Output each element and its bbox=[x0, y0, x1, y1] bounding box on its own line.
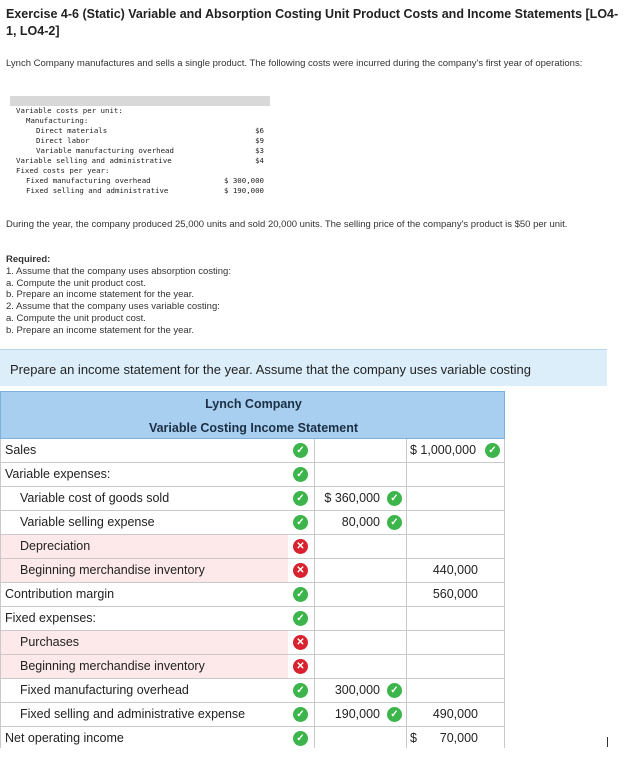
amount-input-col2[interactable] bbox=[406, 559, 505, 582]
row-label-dropdown[interactable]: Fixed selling and administrative expense bbox=[0, 703, 288, 726]
check-circle-icon: ✓ bbox=[293, 707, 308, 722]
row-mark bbox=[288, 535, 314, 558]
amount-input-col1[interactable] bbox=[314, 439, 406, 462]
question-prompt-bar bbox=[0, 349, 607, 386]
intro-text: Lynch Company manufactures and sells a single product. The following costs were incurred during the company's first year of operations: bbox=[6, 58, 583, 69]
row-mark bbox=[288, 439, 314, 462]
amount-input-col1[interactable] bbox=[314, 631, 406, 654]
amount-input-col2[interactable] bbox=[406, 511, 505, 534]
amount-input-col2[interactable] bbox=[406, 439, 505, 462]
row-label-dropdown[interactable]: Variable expenses: bbox=[0, 463, 288, 486]
table-row bbox=[0, 439, 505, 463]
row-mark bbox=[288, 631, 314, 654]
amount-input-col1[interactable] bbox=[314, 511, 406, 534]
amount-input-col1[interactable] bbox=[314, 607, 406, 630]
net-income-currency: $ bbox=[410, 731, 417, 745]
check-circle-icon: ✓ bbox=[387, 683, 402, 698]
check-circle-icon: ✓ bbox=[387, 707, 402, 722]
row-label-dropdown[interactable]: Variable selling expense bbox=[0, 511, 288, 534]
amount-input-col1[interactable] bbox=[314, 679, 406, 702]
amount-input-col2[interactable] bbox=[406, 583, 505, 606]
row-label-dropdown[interactable]: Depreciation bbox=[0, 535, 288, 558]
required-line: a. Compute the unit product cost. bbox=[6, 312, 146, 324]
variable-selling-amount: 80,000 bbox=[341, 515, 380, 529]
text-cursor bbox=[607, 737, 608, 747]
row-label-dropdown[interactable]: Fixed expenses: bbox=[0, 607, 288, 630]
amount-input-col1[interactable] bbox=[314, 703, 406, 726]
amount-input-col1[interactable] bbox=[314, 583, 406, 606]
fixed-costs-header: Fixed costs per year: bbox=[16, 166, 110, 175]
table-row bbox=[0, 727, 505, 748]
amount-input-col1[interactable] bbox=[314, 559, 406, 582]
amount-input-col2[interactable] bbox=[406, 631, 505, 654]
row-mark bbox=[288, 487, 314, 510]
x-circle-icon: ✕ bbox=[293, 635, 308, 650]
check-circle-icon: ✓ bbox=[387, 515, 402, 530]
required-line: a. Compute the unit product cost. bbox=[6, 277, 146, 289]
check-circle-icon: ✓ bbox=[293, 587, 308, 602]
sales-amount: $ 1,000,000 bbox=[410, 443, 477, 457]
variable-mfg-overhead-label: Variable manufacturing overhead bbox=[36, 146, 174, 155]
check-circle-icon: ✓ bbox=[293, 683, 308, 698]
check-circle-icon: ✓ bbox=[293, 491, 308, 506]
table-row bbox=[0, 535, 505, 559]
fixed-selling-admin-label: Fixed selling and administrative bbox=[26, 186, 169, 195]
required-line: b. Prepare an income statement for the year. bbox=[6, 324, 194, 336]
table-row bbox=[0, 511, 505, 535]
row-label-dropdown[interactable]: Variable cost of goods sold bbox=[0, 487, 288, 510]
net-operating-income-amount: 70,000 bbox=[439, 731, 478, 745]
amount-input-col2[interactable] bbox=[406, 487, 505, 510]
required-line: 1. Assume that the company uses absorption costing: bbox=[6, 265, 231, 277]
row-mark bbox=[288, 679, 314, 702]
statement-header bbox=[0, 391, 505, 439]
row-label-dropdown[interactable]: Net operating income bbox=[0, 727, 288, 748]
row-mark bbox=[288, 727, 314, 748]
amount-input-col1[interactable] bbox=[314, 727, 406, 748]
amount-input-col2[interactable] bbox=[406, 727, 505, 748]
table-row bbox=[0, 679, 505, 703]
fixed-mfg-overhead-amount: 300,000 bbox=[334, 683, 380, 697]
table-row bbox=[0, 607, 505, 631]
required-line: b. Prepare an income statement for the year. bbox=[6, 289, 194, 301]
row-mark bbox=[288, 655, 314, 678]
row-label-dropdown[interactable]: Sales bbox=[0, 439, 288, 462]
amount-input-col1[interactable] bbox=[314, 655, 406, 678]
fixed-mfg-overhead-label: Fixed manufacturing overhead bbox=[26, 176, 151, 185]
cost-data-table bbox=[10, 96, 270, 200]
direct-materials-value: $6 bbox=[255, 126, 264, 135]
row-label-dropdown[interactable]: Contribution margin bbox=[0, 583, 288, 606]
amount-input-col2[interactable] bbox=[406, 655, 505, 678]
required-line: 2. Assume that the company uses variable costing: bbox=[6, 301, 220, 313]
amount-input-col1[interactable] bbox=[314, 463, 406, 486]
required-section bbox=[6, 254, 406, 337]
fixed-selling-admin-amount: 190,000 bbox=[334, 707, 380, 721]
cost-table-header-bar bbox=[10, 96, 270, 106]
production-info-text: During the year, the company produced 25,000 units and sold 20,000 units. The selling price of the company's product is $50 per unit. bbox=[6, 219, 568, 230]
check-circle-icon: ✓ bbox=[293, 467, 308, 482]
row-mark bbox=[288, 511, 314, 534]
variable-selling-admin-label: Variable selling and administrative bbox=[16, 156, 172, 165]
fixed-mfg-overhead-value: $ 300,000 bbox=[223, 176, 264, 185]
table-row bbox=[0, 487, 505, 511]
amount-input-col2[interactable] bbox=[406, 679, 505, 702]
row-label-dropdown[interactable]: Beginning merchandise inventory bbox=[0, 655, 288, 678]
x-circle-icon: ✕ bbox=[293, 539, 308, 554]
manufacturing-label: Manufacturing: bbox=[26, 116, 89, 125]
check-circle-icon: ✓ bbox=[387, 491, 402, 506]
direct-labor-label: Direct labor bbox=[36, 136, 90, 145]
variable-expenses-total: 440,000 bbox=[432, 563, 478, 577]
direct-materials-label: Direct materials bbox=[36, 126, 108, 135]
check-circle-icon: ✓ bbox=[293, 611, 308, 626]
table-row bbox=[0, 631, 505, 655]
variable-selling-admin-value: $4 bbox=[255, 156, 264, 165]
exercise-title: Exercise 4-6 (Static) Variable and Absorption Costing Unit Product Costs and Income Statements [LO4-1, LO4-2] bbox=[6, 7, 619, 38]
row-label-dropdown[interactable]: Beginning merchandise inventory bbox=[0, 559, 288, 582]
fixed-expenses-total: 490,000 bbox=[432, 707, 478, 721]
amount-input-col1[interactable] bbox=[314, 535, 406, 558]
question-prompt: Prepare an income statement for the year. Assume that the company uses variable costing bbox=[10, 362, 532, 377]
row-mark bbox=[288, 559, 314, 582]
table-row bbox=[0, 655, 505, 679]
amount-input-col1[interactable] bbox=[314, 487, 406, 510]
row-mark bbox=[288, 703, 314, 726]
table-row bbox=[0, 463, 505, 487]
amount-input-col2[interactable] bbox=[406, 703, 505, 726]
statement-title: Variable Costing Income Statement bbox=[148, 421, 359, 435]
table-row bbox=[0, 583, 505, 607]
row-mark bbox=[288, 607, 314, 630]
row-label-dropdown[interactable]: Fixed manufacturing overhead bbox=[0, 679, 288, 702]
required-title: Required: bbox=[6, 254, 51, 265]
direct-labor-value: $9 bbox=[255, 136, 264, 145]
contribution-margin-amount: 560,000 bbox=[432, 587, 478, 601]
amount-input-col2[interactable] bbox=[406, 463, 505, 486]
company-name: Lynch Company bbox=[205, 397, 302, 411]
check-circle-icon: ✓ bbox=[293, 515, 308, 530]
variable-costs-header: Variable costs per unit: bbox=[16, 106, 123, 115]
check-circle-icon: ✓ bbox=[293, 443, 308, 458]
fixed-selling-admin-value: $ 190,000 bbox=[223, 186, 264, 195]
table-row bbox=[0, 703, 505, 727]
x-circle-icon: ✕ bbox=[293, 659, 308, 674]
variable-mfg-overhead-value: $3 bbox=[255, 146, 264, 155]
row-mark bbox=[288, 583, 314, 606]
amount-input-col2[interactable] bbox=[406, 535, 505, 558]
table-row bbox=[0, 559, 505, 583]
variable-cogs-amount: $ 360,000 bbox=[324, 491, 380, 505]
check-circle-icon: ✓ bbox=[293, 731, 308, 746]
check-circle-icon: ✓ bbox=[485, 443, 500, 458]
amount-input-col2[interactable] bbox=[406, 607, 505, 630]
row-label-dropdown[interactable]: Purchases bbox=[0, 631, 288, 654]
x-circle-icon: ✕ bbox=[293, 563, 308, 578]
row-mark bbox=[288, 463, 314, 486]
